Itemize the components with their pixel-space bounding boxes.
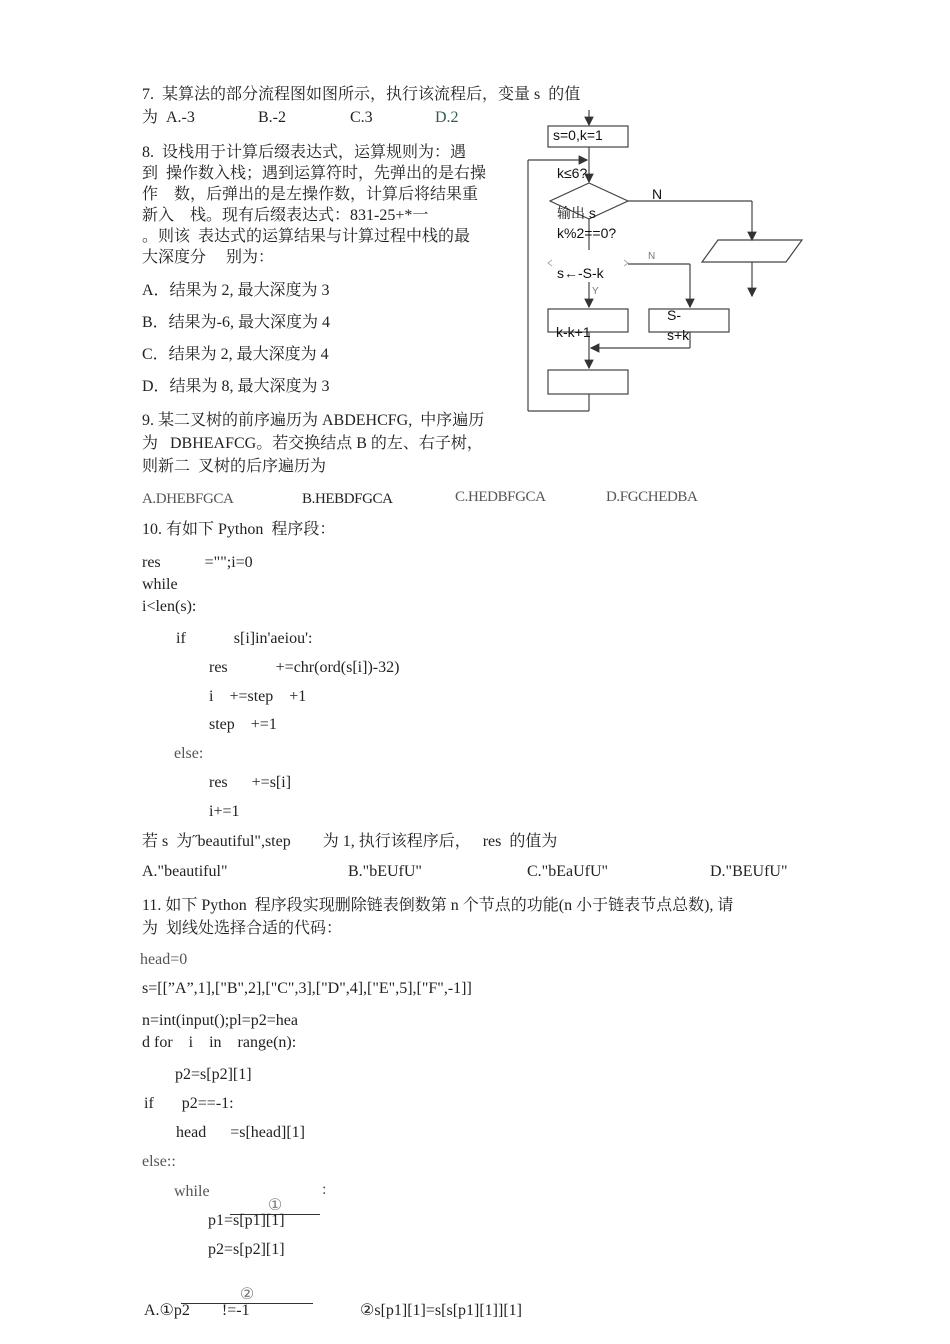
flowchart-assign2-text: s+k	[667, 327, 690, 343]
q8-line: 大深度分 别为：	[142, 249, 275, 266]
code-line: p1=s[p1][1]	[208, 1212, 285, 1229]
code-line: res ="";i=0	[142, 554, 253, 571]
flowchart-init-text: s=0,k=1	[553, 127, 603, 143]
q11-answer-a: A.①p2 !=-1	[144, 1302, 250, 1319]
code-line: res +=s[i]	[209, 774, 292, 791]
q11-line1: 11. 如下 Python 程序段实现删除链表倒数第 n 个节点的功能(n 小于链表节点总数), 请	[142, 897, 734, 914]
code-line: if s[i]in'aeiou':	[176, 630, 313, 647]
q8-line: 到 操作数入栈；遇到运算符时，先弹出的是右操	[142, 165, 487, 182]
flowchart-assign2-text: S-	[667, 307, 681, 323]
q8-line: 8. 设栈用于计算后缀表达式，运算规则为：遇	[142, 144, 467, 161]
flowchart-output-text: 输出 s	[557, 205, 596, 221]
flowchart-incr-text: k-k+1	[556, 324, 591, 340]
blank-2-label: ②	[181, 1287, 313, 1304]
flowchart-cond1-text: k≤6?	[557, 165, 588, 181]
answer-blank-2	[173, 1271, 313, 1304]
q10-option-c: C."bEaUfU"	[527, 863, 609, 880]
blank-1-label: ①	[230, 1198, 320, 1215]
q9-line: 9. 某二叉树的前序遍历为 ABDEHCFG, 中序遍历	[142, 412, 485, 429]
code-line: i<len(s):	[142, 598, 197, 615]
code-line: p2=s[p2][1]	[208, 1241, 285, 1258]
flowchart-cond2-text: k%2==0?	[557, 225, 617, 241]
code-line: while	[174, 1183, 210, 1200]
q10-option-a: A."beautiful"	[142, 863, 228, 880]
code-line: else::	[142, 1153, 176, 1170]
code-line: if p2==-1:	[144, 1095, 234, 1112]
q8-option-a: A．结果为 2, 最大深度为 3	[142, 282, 330, 299]
q9-option-a: A.DHEBFGCA	[142, 491, 234, 507]
code-line: p2=s[p2][1]	[175, 1066, 252, 1083]
q10-option-b: B."bEUfU"	[348, 863, 422, 880]
flowchart-assign1-text: s←-S-k	[557, 265, 604, 281]
q7-line2: 为 A.-3	[142, 109, 195, 126]
q7-option-c: C.3	[350, 109, 373, 126]
q7-line1: 7. 某算法的部分流程图如图所示，执行该流程后，变量 s 的值	[142, 86, 581, 103]
flowchart-y-label: Y	[592, 286, 599, 297]
code-line: i +=step +1	[209, 688, 307, 705]
q9-option-b: B.HEBDFGCA	[302, 491, 393, 507]
flowchart-n-label: N	[652, 186, 663, 202]
q8-line: 新入 栈。现有后缀表达式：831-25+*一	[142, 207, 429, 224]
q8-option-b: B．结果为-6, 最大深度为 4	[142, 314, 331, 331]
q10-option-d: D."BEUfU"	[710, 863, 788, 880]
code-line: i+=1	[209, 803, 240, 820]
code-line: else:	[174, 745, 204, 762]
code-line: res +=chr(ord(s[i])-32)	[209, 659, 400, 676]
code-line: step +=1	[209, 716, 277, 733]
flowchart-n-label2: N	[648, 251, 656, 262]
code-line: while	[142, 576, 178, 593]
blank-1-colon: :	[322, 1181, 327, 1198]
q7-option-d: D.2	[435, 109, 459, 126]
q9-option-d: D.FGCHEDBA	[606, 489, 698, 505]
q8-option-c: C．结果为 2, 最大深度为 4	[142, 346, 329, 363]
code-line: d for i in range(n):	[142, 1034, 297, 1051]
code-line: head =s[head][1]	[176, 1124, 305, 1141]
flowchart-output-box	[702, 240, 802, 262]
q8-option-d: D．结果为 8, 最大深度为 3	[142, 378, 330, 395]
flowchart-incr-box	[548, 370, 628, 394]
code-line: head=0	[140, 951, 188, 968]
q7-option-b: B.-2	[258, 109, 286, 126]
flowchart	[510, 110, 830, 430]
q10-question: 若 s 为˝beautiful",step 为 1, 执行该程序后， res 的值为	[142, 833, 558, 850]
q9-line: 则新二 叉树的后序遍历为	[142, 458, 327, 475]
code-line: n=int(input();pl=p2=hea	[142, 1012, 298, 1029]
code-line: s=[[”A”,1],["B",2],["C",3],["D",4],["E",5],["F",-1]]	[142, 980, 472, 997]
q11-line2: 为 划线处选择合适的代码：	[142, 920, 343, 937]
q10-title: 10. 有如下 Python 程序段：	[142, 521, 336, 538]
q9-option-c: C.HEDBFGCA	[455, 489, 546, 505]
q8-line: 。则该 表达式的运算结果与计算过程中栈的最	[142, 228, 471, 245]
q8-line: 作 数，后弹出的是左操作数，计算后将结果重	[142, 186, 479, 203]
q11-answer-a-part2: ②s[p1][1]=s[s[p1][1]][1]	[360, 1302, 522, 1319]
answer-blank-1	[222, 1182, 320, 1215]
q9-line: 为 DBHEAFCG。若交换结点 B 的左、右子树，	[142, 435, 483, 452]
